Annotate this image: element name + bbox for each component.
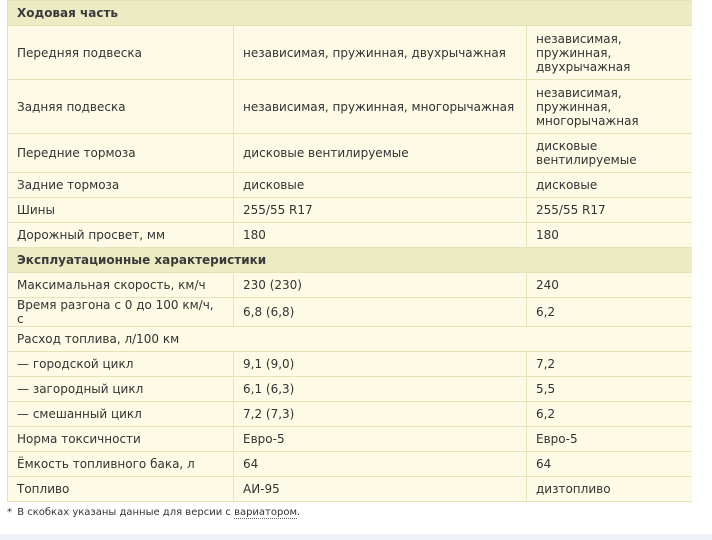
table-row bbox=[8, 134, 693, 173]
value-col-1: 255/55 R17 bbox=[234, 198, 527, 223]
value-col-2: независимая, пружинная, двухрычажная bbox=[527, 26, 693, 80]
value-col-1: 180 bbox=[234, 223, 527, 248]
row-label: — загородный цикл bbox=[8, 377, 234, 402]
value-col-1: 9,1 (9,0) bbox=[234, 352, 527, 377]
value-col-2: 5,5 bbox=[527, 377, 693, 402]
section-header bbox=[8, 1, 693, 26]
row-label: — смешанный цикл bbox=[8, 402, 234, 427]
table-row bbox=[8, 427, 693, 452]
value-col-2: дисковые bbox=[527, 173, 693, 198]
footnote bbox=[7, 507, 300, 518]
value-col-1: 64 bbox=[234, 452, 527, 477]
scroll-edge bbox=[692, 0, 712, 540]
value-col-1: независимая, пружинная, двухрычажная bbox=[234, 26, 527, 80]
value-col-2: независимая, пружинная, многорычажная bbox=[527, 80, 693, 134]
value-col-2: 6,2 bbox=[527, 298, 693, 327]
section-title: Ходовая часть bbox=[8, 1, 693, 26]
table-row bbox=[8, 327, 693, 352]
value-col-1: 230 (230) bbox=[234, 273, 527, 298]
row-label: — городской цикл bbox=[8, 352, 234, 377]
row-label: Ёмкость топливного бака, л bbox=[8, 452, 234, 477]
value-col-2: 6,2 bbox=[527, 402, 693, 427]
section-header bbox=[8, 248, 693, 273]
specs-table bbox=[7, 0, 693, 502]
table-row bbox=[8, 80, 693, 134]
table-row bbox=[8, 377, 693, 402]
table-row bbox=[8, 477, 693, 502]
footnote-star: * bbox=[7, 507, 12, 518]
value-col-1: 6,1 (6,3) bbox=[234, 377, 527, 402]
value-col-1: дисковые bbox=[234, 173, 527, 198]
row-label: Передняя подвеска bbox=[8, 26, 234, 80]
row-label: Передние тормоза bbox=[8, 134, 234, 173]
table-row bbox=[8, 352, 693, 377]
footnote-variator-link[interactable]: вариатором bbox=[234, 507, 298, 518]
value-col-2: дизтопливо bbox=[527, 477, 693, 502]
footnote-text: В скобках указаны данные для версии с bbox=[17, 507, 235, 518]
footnote-end: . bbox=[297, 507, 301, 518]
value-col-2: 7,2 bbox=[527, 352, 693, 377]
value-col-1: Евро-5 bbox=[234, 427, 527, 452]
value-col-2: дисковые вентилируемые bbox=[527, 134, 693, 173]
table-row bbox=[8, 298, 693, 327]
table-row bbox=[8, 402, 693, 427]
bottom-bar bbox=[0, 534, 712, 540]
row-label: Время разгона с 0 до 100 км/ч, с bbox=[8, 298, 234, 327]
row-label: Норма токсичности bbox=[8, 427, 234, 452]
table-row bbox=[8, 452, 693, 477]
value-col-2: Евро-5 bbox=[527, 427, 693, 452]
row-label: Шины bbox=[8, 198, 234, 223]
value-col-2: 64 bbox=[527, 452, 693, 477]
value-col-1: АИ-95 bbox=[234, 477, 527, 502]
row-label: Дорожный просвет, мм bbox=[8, 223, 234, 248]
value-col-2: 240 bbox=[527, 273, 693, 298]
table-row bbox=[8, 198, 693, 223]
table-row bbox=[8, 223, 693, 248]
row-label: Расход топлива, л/100 км bbox=[8, 327, 693, 352]
value-col-2: 180 bbox=[527, 223, 693, 248]
value-col-1: независимая, пружинная, многорычажная bbox=[234, 80, 527, 134]
row-label: Задняя подвеска bbox=[8, 80, 234, 134]
value-col-2: 255/55 R17 bbox=[527, 198, 693, 223]
value-col-1: 6,8 (6,8) bbox=[234, 298, 527, 327]
section-title: Эксплуатационные характеристики bbox=[8, 248, 693, 273]
value-col-1: 7,2 (7,3) bbox=[234, 402, 527, 427]
table-row bbox=[8, 273, 693, 298]
table-row bbox=[8, 26, 693, 80]
row-label: Максимальная скорость, км/ч bbox=[8, 273, 234, 298]
table-row bbox=[8, 173, 693, 198]
row-label: Задние тормоза bbox=[8, 173, 234, 198]
row-label: Топливо bbox=[8, 477, 234, 502]
value-col-1: дисковые вентилируемые bbox=[234, 134, 527, 173]
